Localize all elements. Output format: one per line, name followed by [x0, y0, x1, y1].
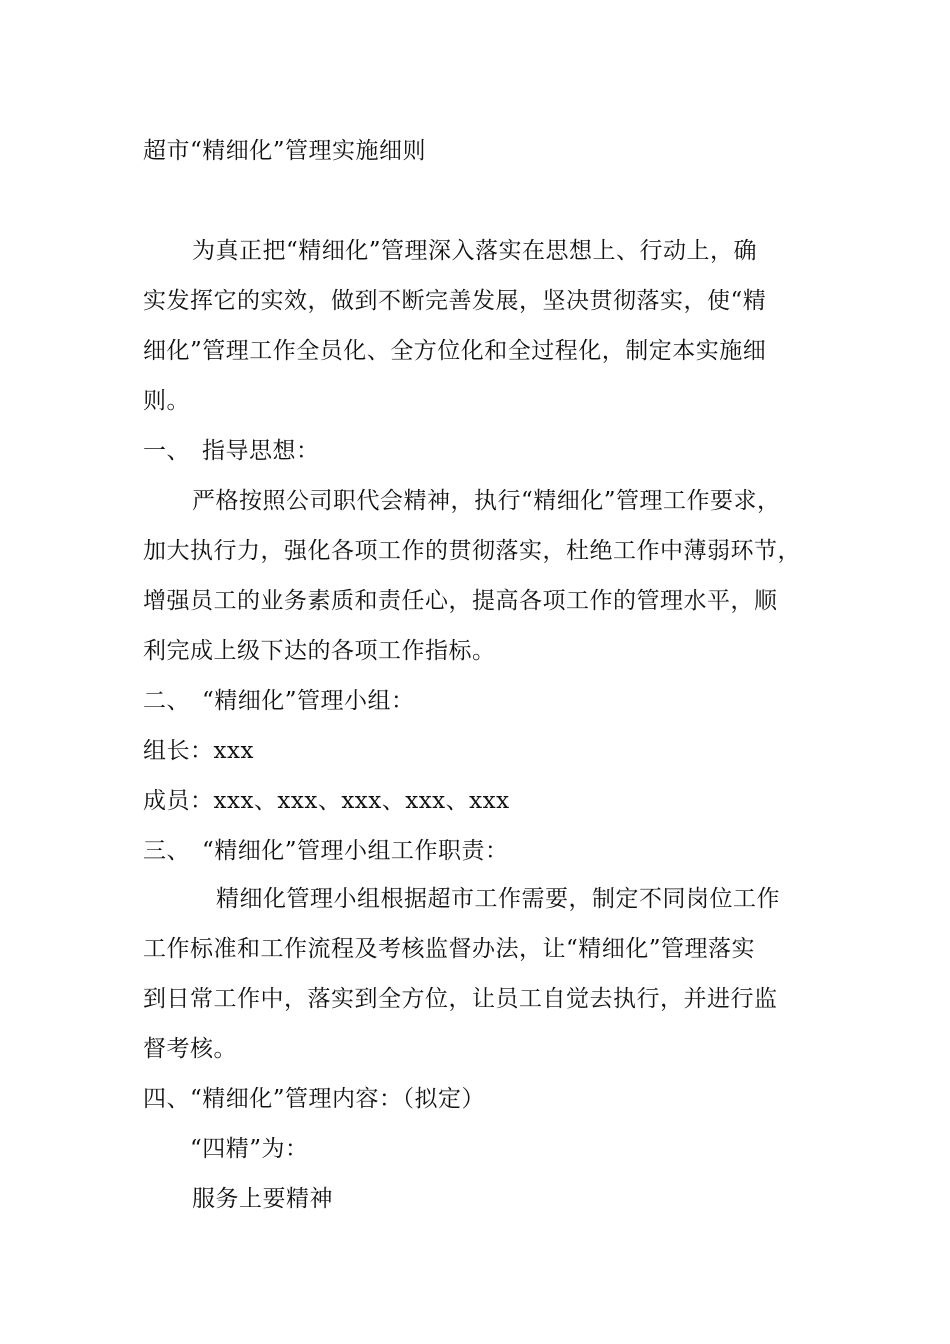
intro-line-4: 则。 [143, 388, 190, 414]
section4-heading: 四、“精细化”管理内容：（拟定） [143, 1086, 486, 1112]
section1-heading: 一、 指导思想： [143, 438, 320, 464]
intro-line-2: 实发挥它的实效，做到不断完善发展，坚决贯彻落实，使“精 [143, 288, 767, 314]
intro-line-3: 细化”管理工作全员化、全方位化和全过程化，制定本实施细 [143, 338, 767, 364]
section1-line-4: 利完成上级下达的各项工作指标。 [143, 638, 496, 664]
section4-item-1: 服务上要精神 [192, 1186, 333, 1212]
section1-line-1: 严格按照公司职代会精神，执行“精细化”管理工作要求， [192, 488, 781, 514]
section3-line-4: 督考核。 [143, 1036, 237, 1062]
group-leader: 组长：xxx [143, 738, 254, 764]
section3-line-1: 精细化管理小组根据超市工作需要，制定不同岗位工作 [216, 886, 780, 912]
group-members: 成员：xxx、xxx、xxx、xxx、xxx [143, 788, 510, 814]
section4-subheading: “四精”为： [190, 1136, 309, 1162]
section1-line-2: 加大执行力，强化各项工作的贯彻落实，杜绝工作中薄弱环节， [143, 538, 801, 564]
document-title: 超市“精细化”管理实施细则 [143, 138, 427, 164]
section2-heading: 二、 “精细化”管理小组： [143, 688, 415, 714]
section3-heading: 三、 “精细化”管理小组工作职责： [143, 838, 509, 864]
intro-line-1: 为真正把“精细化”管理深入落实在思想上、行动上，确 [192, 238, 758, 264]
section1-line-3: 增强员工的业务素质和责任心，提高各项工作的管理水平，顺 [143, 588, 778, 614]
section3-line-2: 工作标准和工作流程及考核监督办法，让“精细化”管理落实 [143, 936, 756, 962]
section3-line-3: 到日常工作中，落实到全方位，让员工自觉去执行，并进行监 [143, 986, 778, 1012]
